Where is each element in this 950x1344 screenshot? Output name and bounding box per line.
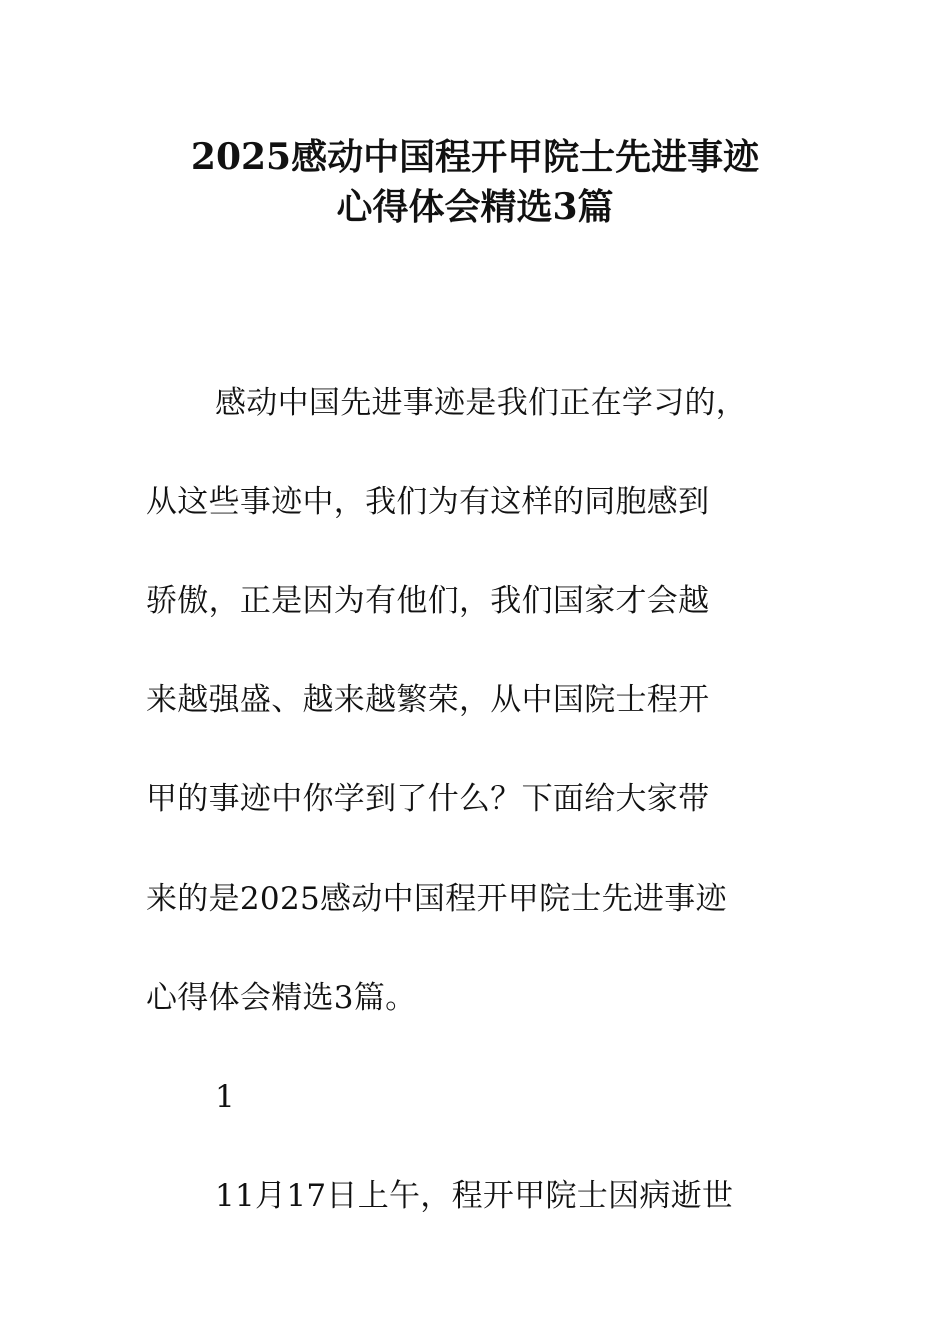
body-line-4: 来越强盛、越来越繁荣，从中国院士程开 — [146, 682, 710, 718]
document-title-line-2: 心得体会精选3篇 — [336, 186, 614, 228]
document-title-line-1: 2025感动中国程开甲院士先进事迹 — [190, 136, 760, 178]
body-line-5: 甲的事迹中你学到了什么？下面给大家带 — [146, 781, 710, 817]
body-line-6: 来的是2025感动中国程开甲院士先进事迹 — [146, 881, 727, 917]
body-line-1: 感动中国先进事迹是我们正在学习的， — [215, 385, 748, 421]
body-line-7: 心得体会精选3篇。 — [146, 980, 417, 1016]
body-line-9: 11月17日上午，程开甲院士因病逝世 — [215, 1178, 734, 1214]
body-line-3: 骄傲，正是因为有他们，我们国家才会越 — [146, 583, 710, 619]
body-line-2: 从这些事迹中，我们为有这样的同胞感到 — [146, 484, 710, 520]
section-number: 1 — [215, 1079, 236, 1115]
